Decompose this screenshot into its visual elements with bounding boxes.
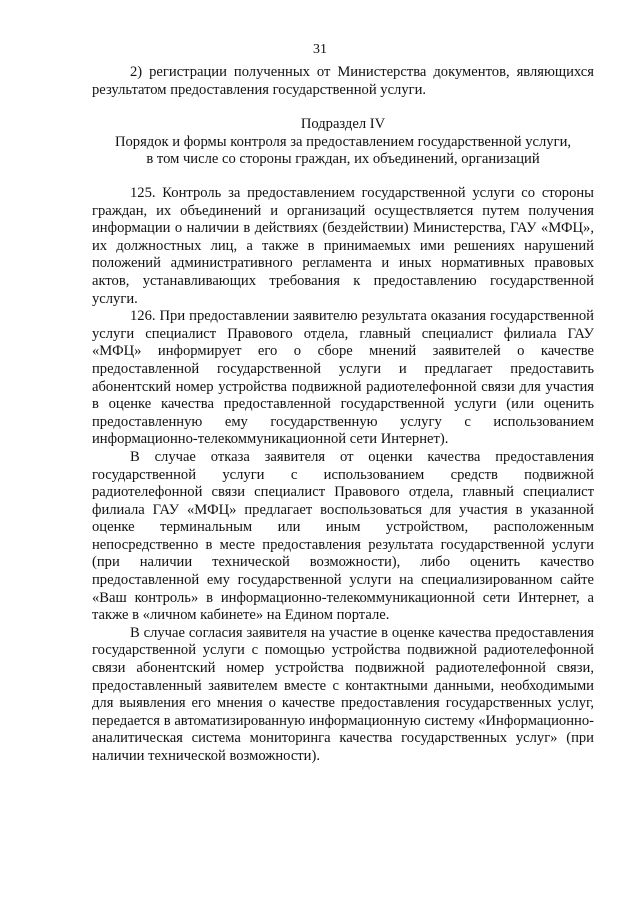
intro-list-item — [92, 64, 594, 99]
paragraph-125: 125. Контроль за предоставлением государственной услуги со стороны граждан, их объединений и организаций осуществляется путем получения информации о наличии в действиях (бездействии) Министерства, ГАУ «МФЦ», их должностных лиц, а также в принимаемых ими решениях нарушений положений административного регламента и иных нормативных правовых актов, устанавливающих требования к предоставлению государственной услуги. — [92, 185, 594, 307]
page-number: 31 — [313, 42, 327, 57]
paragraph-refusal-case: В случае отказа заявителя от оценки качества предоставления государственной услуги с использованием средств подвижной радиотелефонной связи специалист Правового отдела, главный специалист филиала ГАУ «МФЦ» предлагает воспользоваться для участия в указанной оценке терминальным или иным устройством, расположенным непосредственно в месте предоставления результата государственной услуги (при наличии технической возможности), либо оценить качество предоставленной ему государственной услуги на специализированном сайте «Ваш контроль» в информационно-телекоммуникационной сети Интернет, а также в «личном кабинете» на Едином портале. — [92, 448, 594, 624]
subsection-heading — [92, 116, 594, 169]
subsection-label: Подраздел IV — [300, 116, 386, 132]
subsection-title-line-2: в том числе со стороны граждан, их объединений, организаций — [146, 151, 540, 168]
paragraph-consent-case: В случае согласия заявителя на участие в оценке качества предоставления государственной услуги с помощью устройства подвижной радиотелефонной связи абонентский номер устройства подвижной радиотелефонной связи, предоставленный заявителем вместе с контактными данными, необходимыми для выявления его мнения о качестве предоставления государственных услуг, передается в автоматизированную информационную систему «Информационно-аналитическая система мониторинга качества государственных услуг» (при наличии технической возможности). — [92, 624, 594, 764]
main-body — [92, 185, 594, 766]
paragraph-126: 126. При предоставлении заявителю результата оказания государственной услуги специалист Правового отдела, главный специалист филиала ГАУ «МФЦ» информирует его о сборе мнений заявителей о качестве предоставленной государственной услуги и предлагает предоставить абонентский номер устройства подвижной радиотелефонной связи для участия в оценке качества предоставленной государственной услуги (или оценить предоставленную ему государственную услугу с использованием информационно-телекоммуникационной сети Интернет). — [92, 308, 594, 448]
subsection-title-line-1: Порядок и формы контроля за предоставлением государственной услуги, — [114, 133, 572, 150]
list-item-2: 2) регистрации полученных от Министерства документов, являющихся результатом предоставления государственной услуги. — [92, 64, 594, 98]
